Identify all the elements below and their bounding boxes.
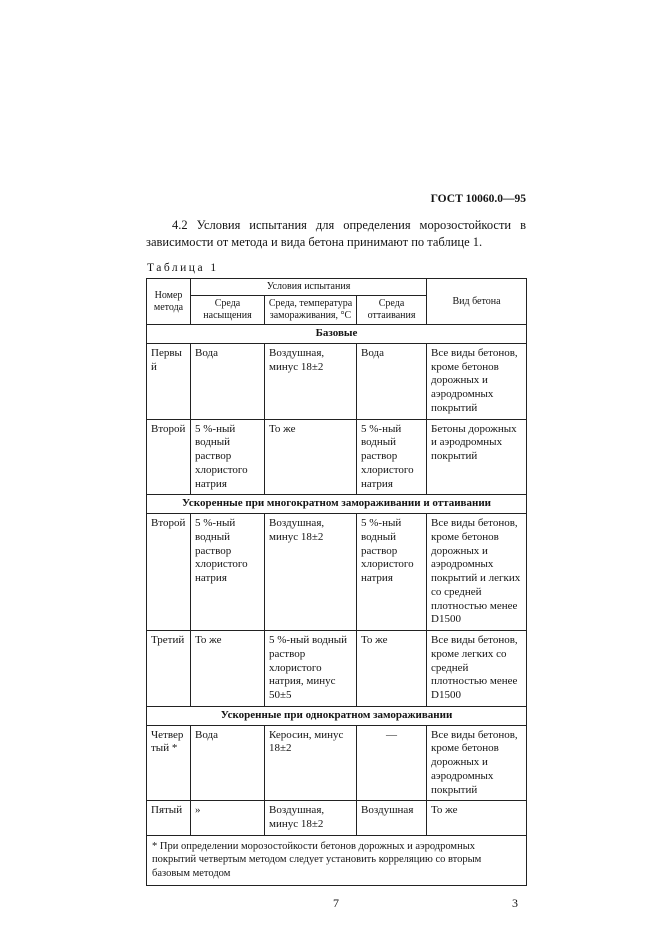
cell-saturation: То же [191,631,265,707]
cell-method: Второй [147,514,191,631]
table-caption: Таблица 1 [147,262,219,274]
doc-reference: ГОСТ 10060.0—95 [430,193,526,205]
section-label: Ускоренные при однократном замораживании [147,706,527,725]
test-conditions-table [146,278,527,886]
page-content [146,193,526,912]
header-saturation: Среда насыщения [191,296,265,325]
header-conditions-group: Условия испытания [191,279,427,296]
table-row [147,801,527,836]
cell-concrete: Все виды бетонов, кроме легких со средней плотностью менее D1500 [427,631,527,707]
cell-method: Четвертый * [147,725,191,801]
cell-thawing: Воздушная [357,801,427,836]
cell-freezing: Керосин, минус 18±2 [265,725,357,801]
cell-freezing: Воздушная, минус 18±2 [265,514,357,631]
cell-saturation: Вода [191,343,265,419]
header-thawing: Среда оттаивания [357,296,427,325]
cell-saturation: 5 %-ный водный раствор хлористого натрия [191,419,265,495]
table-row [147,725,527,801]
cell-thawing: То же [357,631,427,707]
cell-freezing: То же [265,419,357,495]
cell-concrete: Все виды бетонов, кроме бетонов дорожных и аэродромных покрытий [427,725,527,801]
cell-thawing: Вода [357,343,427,419]
cell-freezing: Воздушная, минус 18±2 [265,343,357,419]
header-row-top [147,279,527,296]
page-footer [146,896,526,912]
header-method: Номер метода [147,279,191,325]
page-number-right: 3 [512,895,518,910]
table-row [147,631,527,707]
paragraph-4-2: 4.2 Условия испытания для определения морозостойкости в зависимости от метода и вида бетона принимают по таблице 1. [146,218,526,249]
cell-thawing: 5 %-ный водный раствор хлористого натрия [357,419,427,495]
section-label: Ускоренные при многократном замораживании и оттаивании [147,495,527,514]
cell-concrete: Все виды бетонов, кроме бетонов дорожных и аэродромных покрытий и легких со средней плотностью менее D1500 [427,514,527,631]
cell-concrete: То же [427,801,527,836]
cell-saturation: Вода [191,725,265,801]
cell-freezing: Воздушная, минус 18±2 [265,801,357,836]
table-footnote: * При определении морозостойкости бетонов дорожных и аэродромных покрытий четвертым методом следует установить корреляцию со вторым базовым методом [147,835,527,885]
section-label: Базовые [147,325,527,344]
cell-thawing: 5 %-ный водный раствор хлористого натрия [357,514,427,631]
cell-saturation: 5 %-ный водный раствор хлористого натрия [191,514,265,631]
page-number-center: 7 [333,895,339,910]
section-row-basic [147,325,527,344]
cell-concrete: Бетоны дорожных и аэродромных покрытий [427,419,527,495]
table-body [147,325,527,886]
cell-method: Первый [147,343,191,419]
table-row [147,514,527,631]
section-row-accelerated-single [147,706,527,725]
section-row-accelerated-multiple [147,495,527,514]
header-freezing: Среда, температура замораживания, °С [265,296,357,325]
cell-method: Третий [147,631,191,707]
cell-thawing: — [357,725,427,801]
cell-concrete: Все виды бетонов, кроме бетонов дорожных и аэродромных покрытий [427,343,527,419]
cell-method: Второй [147,419,191,495]
cell-saturation: » [191,801,265,836]
table-row [147,343,527,419]
cell-method: Пятый [147,801,191,836]
cell-freezing: 5 %-ный водный раствор хлористого натрия, минус 50±5 [265,631,357,707]
table-header [147,279,527,325]
table-footnote-row [147,835,527,885]
table-row [147,419,527,495]
header-concrete-type: Вид бетона [427,279,527,325]
